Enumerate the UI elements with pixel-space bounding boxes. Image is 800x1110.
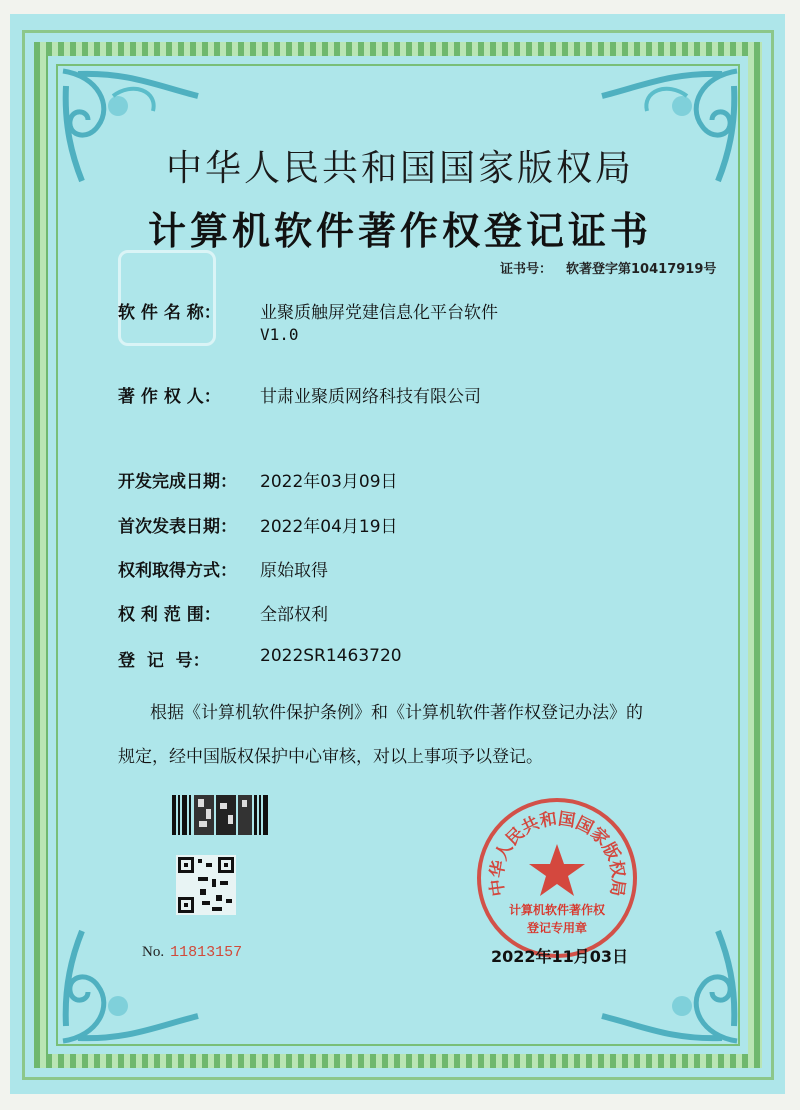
serial-value: 11813157	[170, 944, 243, 961]
scope-value: 全部权利	[260, 605, 328, 625]
software-version: V1.0	[260, 325, 299, 344]
seal-line-2: 登记专用章	[526, 921, 588, 935]
seal-arc-text: 中华人民共和国国家版权局	[486, 809, 629, 898]
field-reg-no	[118, 646, 402, 671]
certificate-number-label: 证书号：	[500, 262, 553, 277]
pub-date-label: 首次发表日期：	[118, 517, 237, 537]
field-owner	[118, 382, 481, 407]
owner-label: 著 作 权 人：	[118, 387, 221, 407]
issuer-title: 中华人民共和国国家版权局	[165, 148, 634, 189]
software-name-label: 软 件 名 称：	[118, 303, 221, 323]
acquire-value: 原始取得	[260, 561, 328, 581]
field-pub-date	[118, 512, 398, 537]
statement-line-2: 规定，经中国版权保护中心审核，对以上事项予以登记。	[118, 747, 543, 767]
certificate-number	[500, 258, 730, 277]
dev-date-label: 开发完成日期：	[118, 472, 237, 492]
reg-no-value: 2022SR1463720	[260, 646, 402, 666]
software-name-value: 业聚质触屏党建信息化平台软件	[260, 303, 498, 323]
certificate-title: 计算机软件著作权登记证书	[147, 208, 652, 253]
dev-date-value: 2022年03月09日	[260, 472, 398, 492]
seal-line-1: 计算机软件著作权	[508, 903, 606, 917]
barcode-icon	[172, 795, 272, 835]
serial-label: No.	[142, 944, 165, 960]
issue-date: 2022年11月03日	[491, 947, 629, 966]
owner-value: 甘肃业聚质网络科技有限公司	[260, 387, 481, 407]
acquire-label: 权利取得方式：	[118, 561, 237, 581]
scope-label: 权 利 范 围：	[118, 605, 221, 625]
field-acquire	[118, 556, 328, 581]
statement-line-1: 根据《计算机软件保护条例》和《计算机软件著作权登记办法》的	[150, 703, 643, 723]
reg-no-label: 登 记 号：	[118, 651, 210, 671]
serial-number	[142, 944, 242, 961]
qr-code-icon	[176, 855, 236, 915]
certificate-number-value: 软著登字第10417919号	[566, 262, 717, 277]
field-scope	[118, 600, 328, 625]
pub-date-value: 2022年04月19日	[260, 517, 398, 537]
field-dev-date	[118, 467, 398, 492]
field-software-name	[118, 298, 498, 323]
official-seal-stamp	[475, 796, 640, 961]
